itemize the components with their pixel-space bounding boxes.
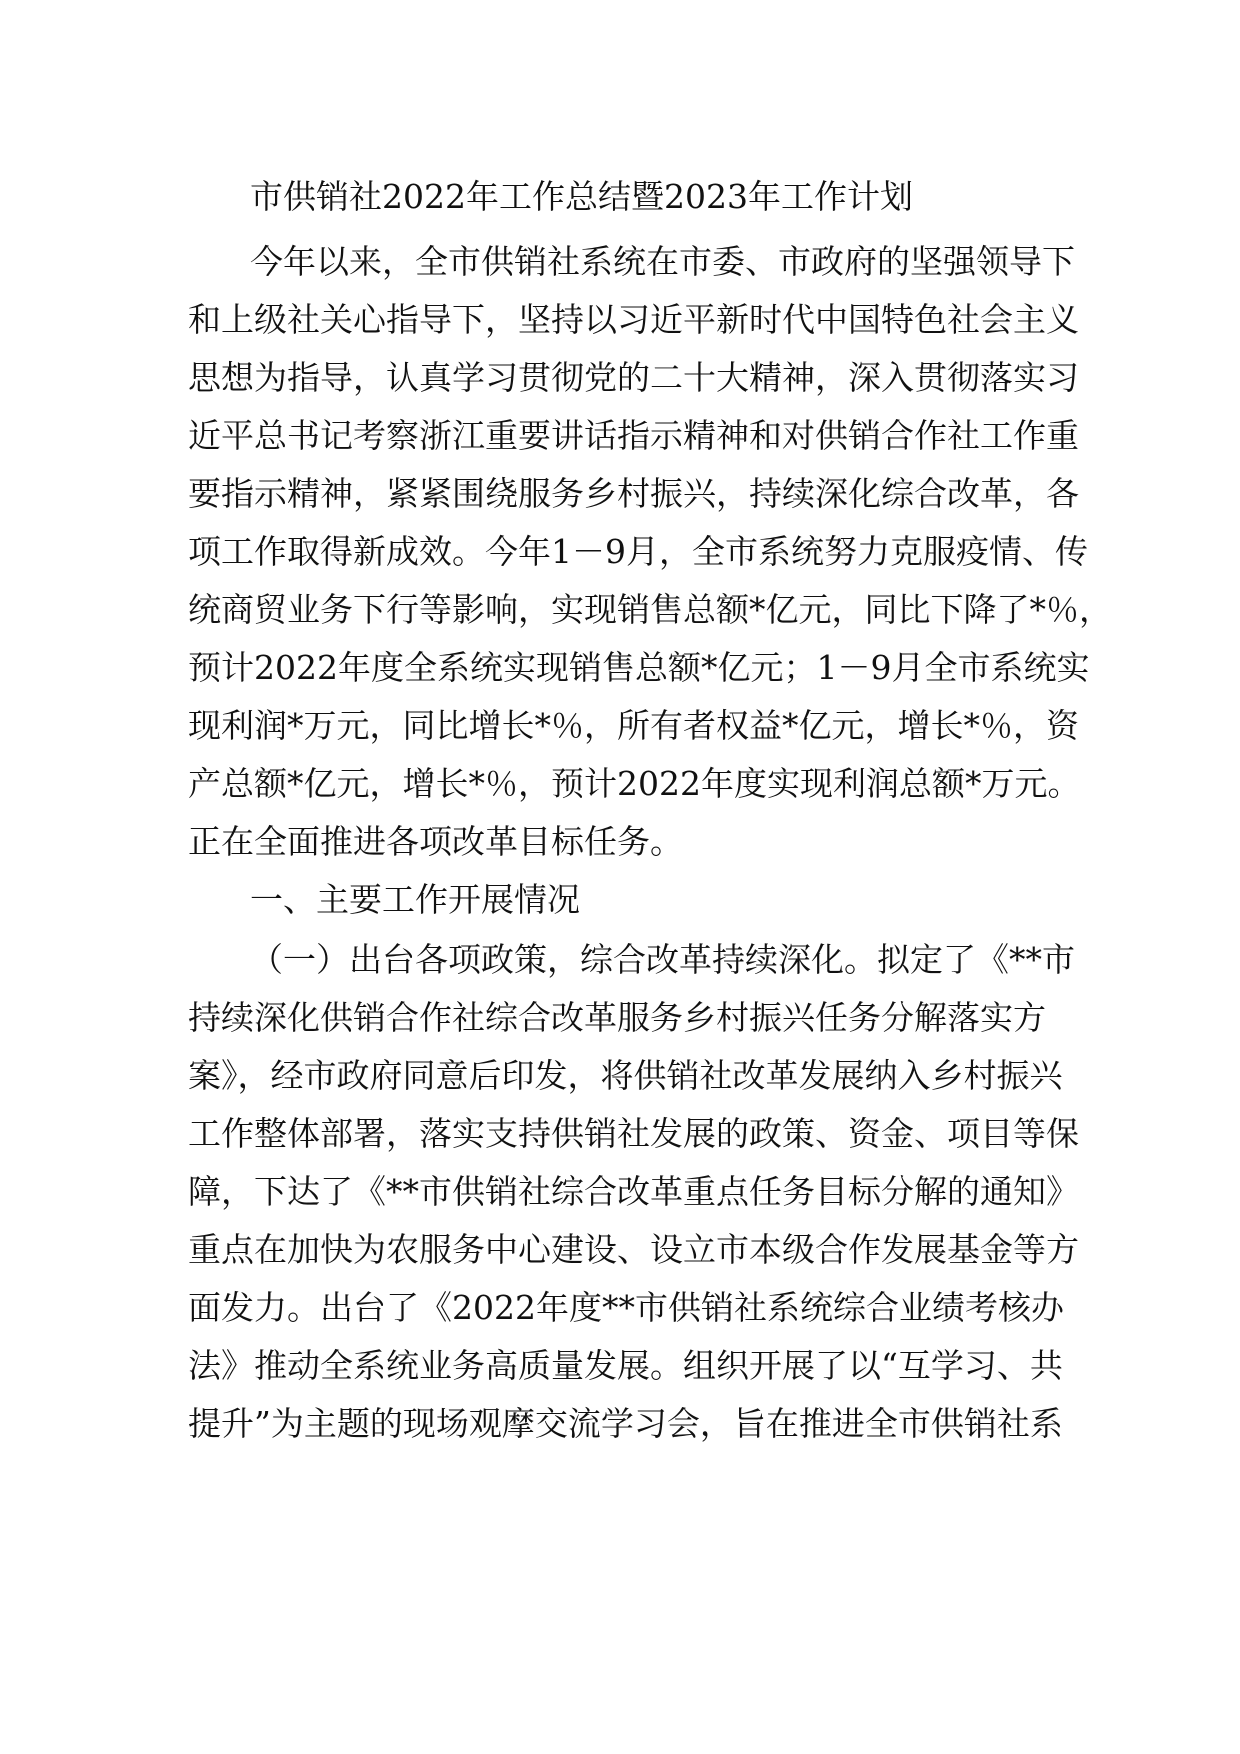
paragraph-line: 项工作取得新成效。今年1－9月，全市系统努力克服疫情、传 <box>188 532 1088 571</box>
paragraph-line: 重点在加快为农服务中心建设、设立市本级合作发展基金等方 <box>188 1230 1079 1269</box>
paragraph-line: 和上级社关心指导下，坚持以习近平新时代中国特色社会主义 <box>188 300 1079 339</box>
section-heading: 一、主要工作开展情况 <box>250 880 580 919</box>
paragraph-line: （一）出台各项政策，综合改革持续深化。拟定了《**市 <box>250 940 1075 979</box>
paragraph-line: 近平总书记考察浙江重要讲话指示精神和对供销合作社工作重 <box>188 416 1079 455</box>
paragraph-line: 产总额*亿元，增长*％，预计2022年度实现利润总额*万元。 <box>188 764 1081 803</box>
paragraph-line: 持续深化供销合作社综合改革服务乡村振兴任务分解落实方 <box>188 998 1046 1037</box>
paragraph-line: 正在全面推进各项改革目标任务。 <box>188 822 683 861</box>
paragraph-line: 障，下达了《**市供销社综合改革重点任务目标分解的通知》 <box>188 1172 1079 1211</box>
paragraph-line: 思想为指导，认真学习贯彻党的二十大精神，深入贯彻落实习 <box>188 358 1079 397</box>
paragraph-line: 现利润*万元，同比增长*％，所有者权益*亿元，增长*％，资 <box>188 706 1079 745</box>
paragraph-line: 统商贸业务下行等影响，实现销售总额*亿元，同比下降了*％， <box>188 590 1112 629</box>
paragraph-line: 今年以来，全市供销社系统在市委、市政府的坚强领导下 <box>250 242 1075 281</box>
paragraph-line: 提升”为主题的现场观摩交流学习会，旨在推进全市供销社系 <box>188 1404 1063 1443</box>
paragraph-line: 要指示精神，紧紧围绕服务乡村振兴，持续深化综合改革，各 <box>188 474 1079 513</box>
paragraph-line: 面发力。出台了《2022年度**市供销社系统综合业绩考核办 <box>188 1288 1064 1327</box>
paragraph-line: 预计2022年度全系统实现销售总额*亿元；1－9月全市系统实 <box>188 648 1090 687</box>
paragraph-line: 工作整体部署，落实支持供销社发展的政策、资金、项目等保 <box>188 1114 1079 1153</box>
paragraph-line: 法》推动全系统业务高质量发展。组织开展了以“互学习、共 <box>188 1346 1063 1385</box>
document-title: 市供销社2022年工作总结暨2023年工作计划 <box>250 177 913 216</box>
paragraph-line: 案》，经市政府同意后印发，将供销社改革发展纳入乡村振兴 <box>188 1056 1063 1095</box>
